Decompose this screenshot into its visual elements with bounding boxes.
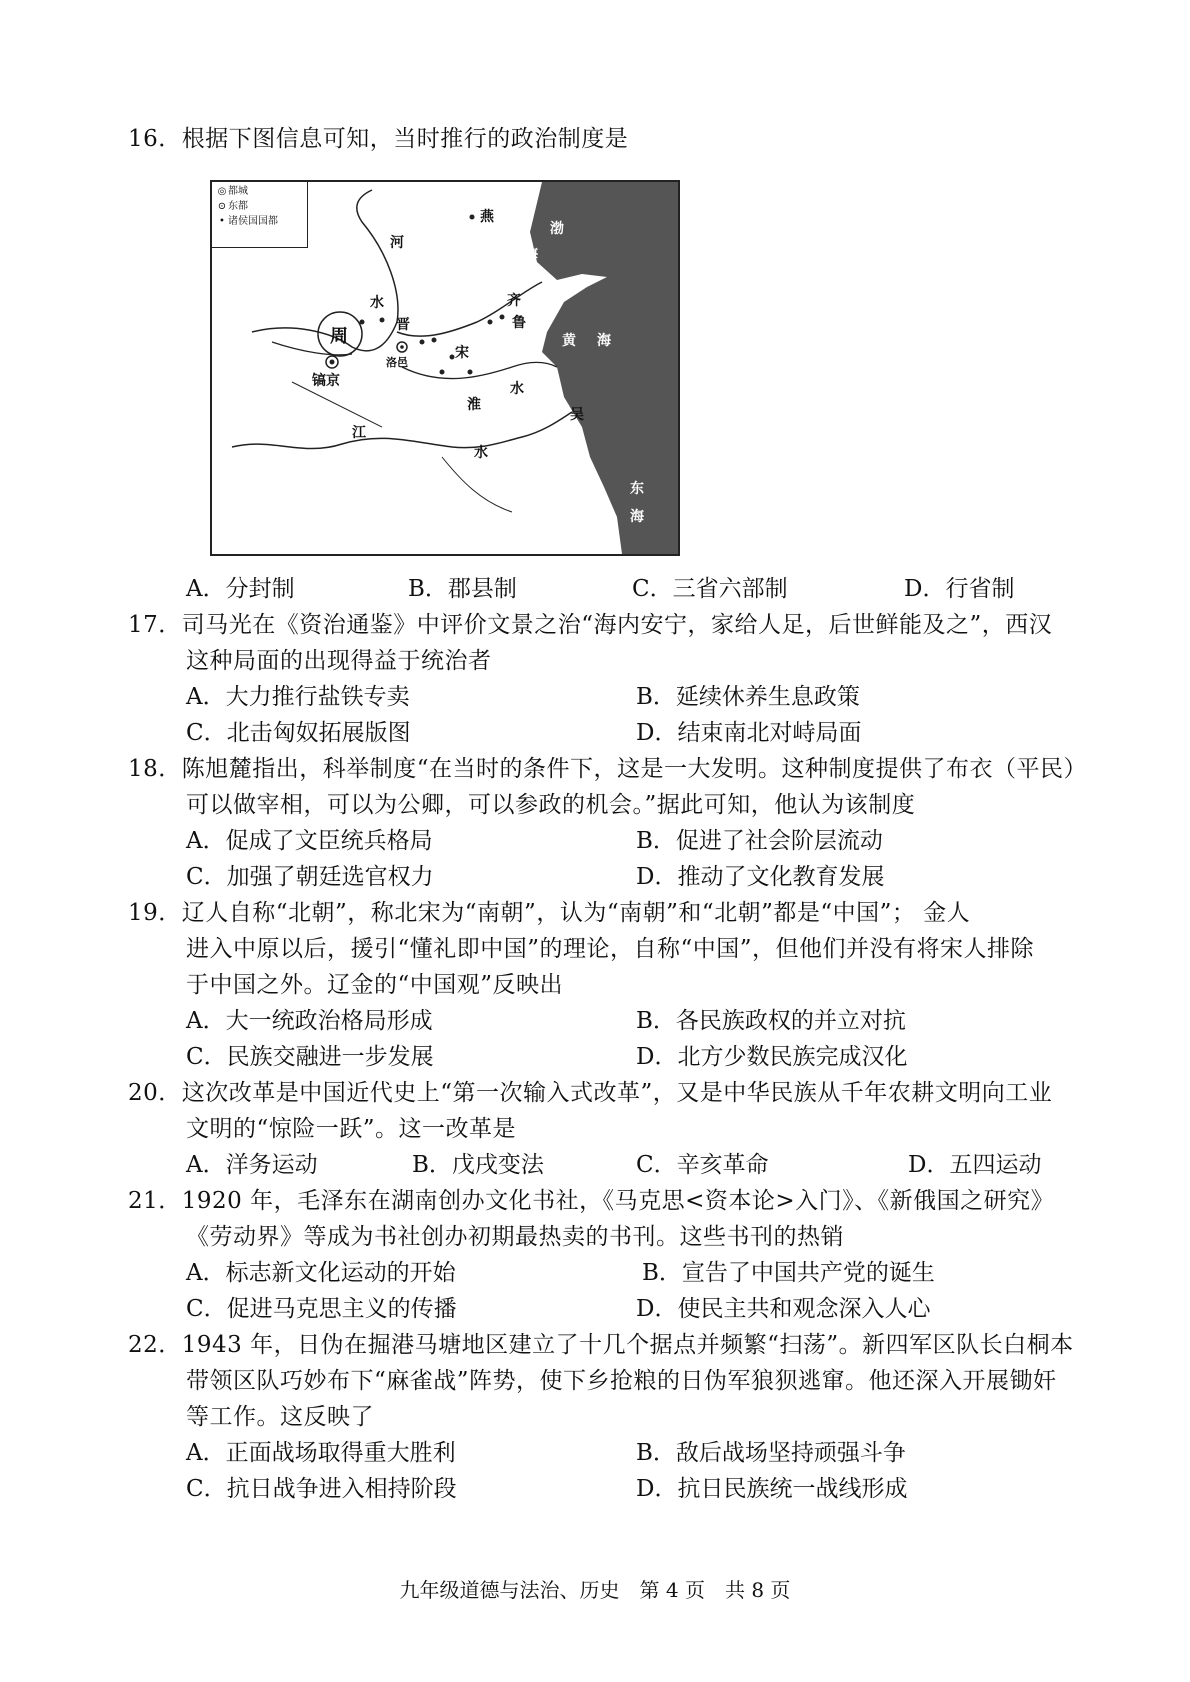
map-label-huang: 黄 xyxy=(562,333,576,349)
tributary xyxy=(442,457,512,512)
map-legend xyxy=(212,182,308,248)
q22-line-2: 带领区队巧妙布下“麻雀战”阵势，使下乡抢粮的日伪军狼狈逃窜。他还深入开展锄奸 xyxy=(186,1368,1057,1394)
q16-text: 根据下图信息可知，当时推行的政治制度是 xyxy=(181,126,629,152)
map-label-shui1: 水 xyxy=(370,295,384,311)
q22-option-b[interactable]: B．敌后战场坚持顽强斗争 xyxy=(636,1440,906,1466)
luoyi-marker-core xyxy=(400,345,404,349)
q16-option-b[interactable]: B．郡县制 xyxy=(408,576,517,602)
legend-east-capital: ⊙ 东都 xyxy=(217,201,248,212)
q19-line-3: 于中国之外。辽金的“中国观”反映出 xyxy=(186,972,564,998)
map-label-dong: 东 xyxy=(630,481,644,497)
map-label-shui2: 水 xyxy=(510,381,524,397)
q18-option-c[interactable]: C．加强了朝廷选官权力 xyxy=(186,864,434,890)
q20-option-d[interactable]: D．五四运动 xyxy=(908,1152,1042,1178)
q21-number: 21． xyxy=(128,1188,182,1214)
haojing-marker-core xyxy=(330,360,335,365)
map-label-jiang: 江 xyxy=(352,425,366,441)
map-label-hai1: 海 xyxy=(524,247,538,263)
q21-line-1: 21．1920 年，毛泽东在湖南创办文化书社，《马克思<资本论>入门》、《新俄国之研究》 xyxy=(128,1188,1055,1214)
map-label-hai3: 海 xyxy=(630,509,644,525)
map-label-jin: 晋 xyxy=(396,317,410,333)
map-label-lu: 鲁 xyxy=(512,315,526,331)
huai-river xyxy=(402,362,557,378)
q18-line-1: 18．陈旭麓指出，科举制度“在当时的条件下，这是一大发明。这种制度提供了布衣（平民） xyxy=(128,756,1088,782)
q20-line-2: 文明的“惊险一跃”。这一改革是 xyxy=(186,1116,517,1142)
q19-number: 19． xyxy=(128,900,182,926)
q20-option-c[interactable]: C．辛亥革命 xyxy=(636,1152,769,1178)
map-label-qi: 齐 xyxy=(507,293,521,309)
q20-option-a[interactable]: A．洋务运动 xyxy=(186,1152,318,1178)
q19-option-c[interactable]: C．民族交融进一步发展 xyxy=(186,1044,434,1070)
q18-option-d[interactable]: D．推动了文化教育发展 xyxy=(636,864,885,890)
legend-vassal: • 诸侯国国都 xyxy=(216,214,307,229)
map-label-haojing: 镐京 xyxy=(312,373,340,389)
map-label-shui3: 水 xyxy=(474,445,488,461)
map-label-wu: 吴 xyxy=(570,407,584,423)
q17-line-2: 这种局面的出现得益于统治者 xyxy=(186,648,492,674)
q21-option-a[interactable]: A．标志新文化运动的开始 xyxy=(186,1260,456,1286)
q16-option-c[interactable]: C．三省六部制 xyxy=(632,576,788,602)
map-label-zhou: 周 xyxy=(330,326,348,347)
map-label-huai: 淮 xyxy=(467,397,481,413)
page-footer: 九年级道德与法治、历史 第 4 页 共 8 页 xyxy=(399,1578,791,1602)
q17-option-b[interactable]: B．延续休养生息政策 xyxy=(636,684,860,710)
q21-option-d[interactable]: D．使民主共和观念深入人心 xyxy=(636,1296,931,1322)
q19-option-d[interactable]: D．北方少数民族完成汉化 xyxy=(636,1044,908,1070)
map-label-song: 宋 xyxy=(455,345,469,361)
q18-line-2: 可以做宰相，可以为公卿，可以参政的机会。”据此可知，他认为该制度 xyxy=(186,792,916,818)
map-label-bo: 渤 xyxy=(550,221,564,237)
map-label-yan: 燕 xyxy=(480,209,494,225)
q21-option-c[interactable]: C．促进马克思主义的传播 xyxy=(186,1296,457,1322)
q17-option-c[interactable]: C．北击匈奴拓展版图 xyxy=(186,720,411,746)
q22-option-a[interactable]: A．正面战场取得重大胜利 xyxy=(186,1440,456,1466)
q20-line-1: 20．这次改革是中国近代史上“第一次输入式改革”，又是中华民族从千年农耕文明向工业 xyxy=(128,1080,1053,1106)
q16-option-a[interactable]: A．分封制 xyxy=(186,576,295,602)
q16-stem xyxy=(128,124,628,154)
map-label-luoyi: 洛邑 xyxy=(386,356,408,369)
dot-icon: • xyxy=(219,216,225,227)
q21-option-b[interactable]: B．宣告了中国共产党的诞生 xyxy=(642,1260,935,1286)
q21-line-2: 《劳动界》等成为书社创办初期最热卖的书刊。这些书刊的热销 xyxy=(186,1224,844,1250)
q16-option-d[interactable]: D．行省制 xyxy=(904,576,1015,602)
q16-number: 16． xyxy=(128,126,182,152)
q19-line-1: 19．辽人自称“北朝”，称北宋为“南朝”，认为“南朝”和“北朝”都是“中国”； 金人 xyxy=(128,900,971,926)
q18-option-a[interactable]: A．促成了文臣统兵格局 xyxy=(186,828,433,854)
q22-option-c[interactable]: C．抗日战争进入相持阶段 xyxy=(186,1476,457,1502)
q20-number: 20． xyxy=(128,1080,182,1106)
q22-line-1: 22．1943 年，日伪在掘港马塘地区建立了十几个据点并频繁“扫荡”。新四军区队长白桐本 xyxy=(128,1332,1074,1358)
zhou-map xyxy=(210,180,680,556)
q17-option-a[interactable]: A．大力推行盐铁专卖 xyxy=(186,684,410,710)
q19-option-a[interactable]: A．大一统政治格局形成 xyxy=(186,1008,433,1034)
q19-option-b[interactable]: B．各民族政权的并立对抗 xyxy=(636,1008,906,1034)
q22-number: 22． xyxy=(128,1332,182,1358)
circle-dot-icon: ⊙ xyxy=(217,201,227,212)
yangtze-river xyxy=(232,412,572,449)
q18-number: 18． xyxy=(128,756,182,782)
q17-option-d[interactable]: D．结束南北对峙局面 xyxy=(636,720,862,746)
double-circle-icon: ◎ xyxy=(217,186,227,197)
q17-line-1: 17．司马光在《资治通鉴》中评价文景之治“海内安宁，家给人足，后世鲜能及之”，西汉 xyxy=(128,612,1053,638)
q18-option-b[interactable]: B．促进了社会阶层流动 xyxy=(636,828,883,854)
q22-line-3: 等工作。这反映了 xyxy=(186,1404,374,1430)
q17-number: 17． xyxy=(128,612,182,638)
legend-capital: ◎ 都城 xyxy=(217,186,248,197)
q20-option-b[interactable]: B．戊戌变法 xyxy=(412,1152,544,1178)
map-label-he: 河 xyxy=(390,235,404,251)
q19-line-2: 进入中原以后，援引“懂礼即中国”的理论，自称“中国”，但他们并没有将宋人排除 xyxy=(186,936,1035,962)
q22-option-d[interactable]: D．抗日民族统一战线形成 xyxy=(636,1476,908,1502)
map-label-hai2: 海 xyxy=(597,333,611,349)
